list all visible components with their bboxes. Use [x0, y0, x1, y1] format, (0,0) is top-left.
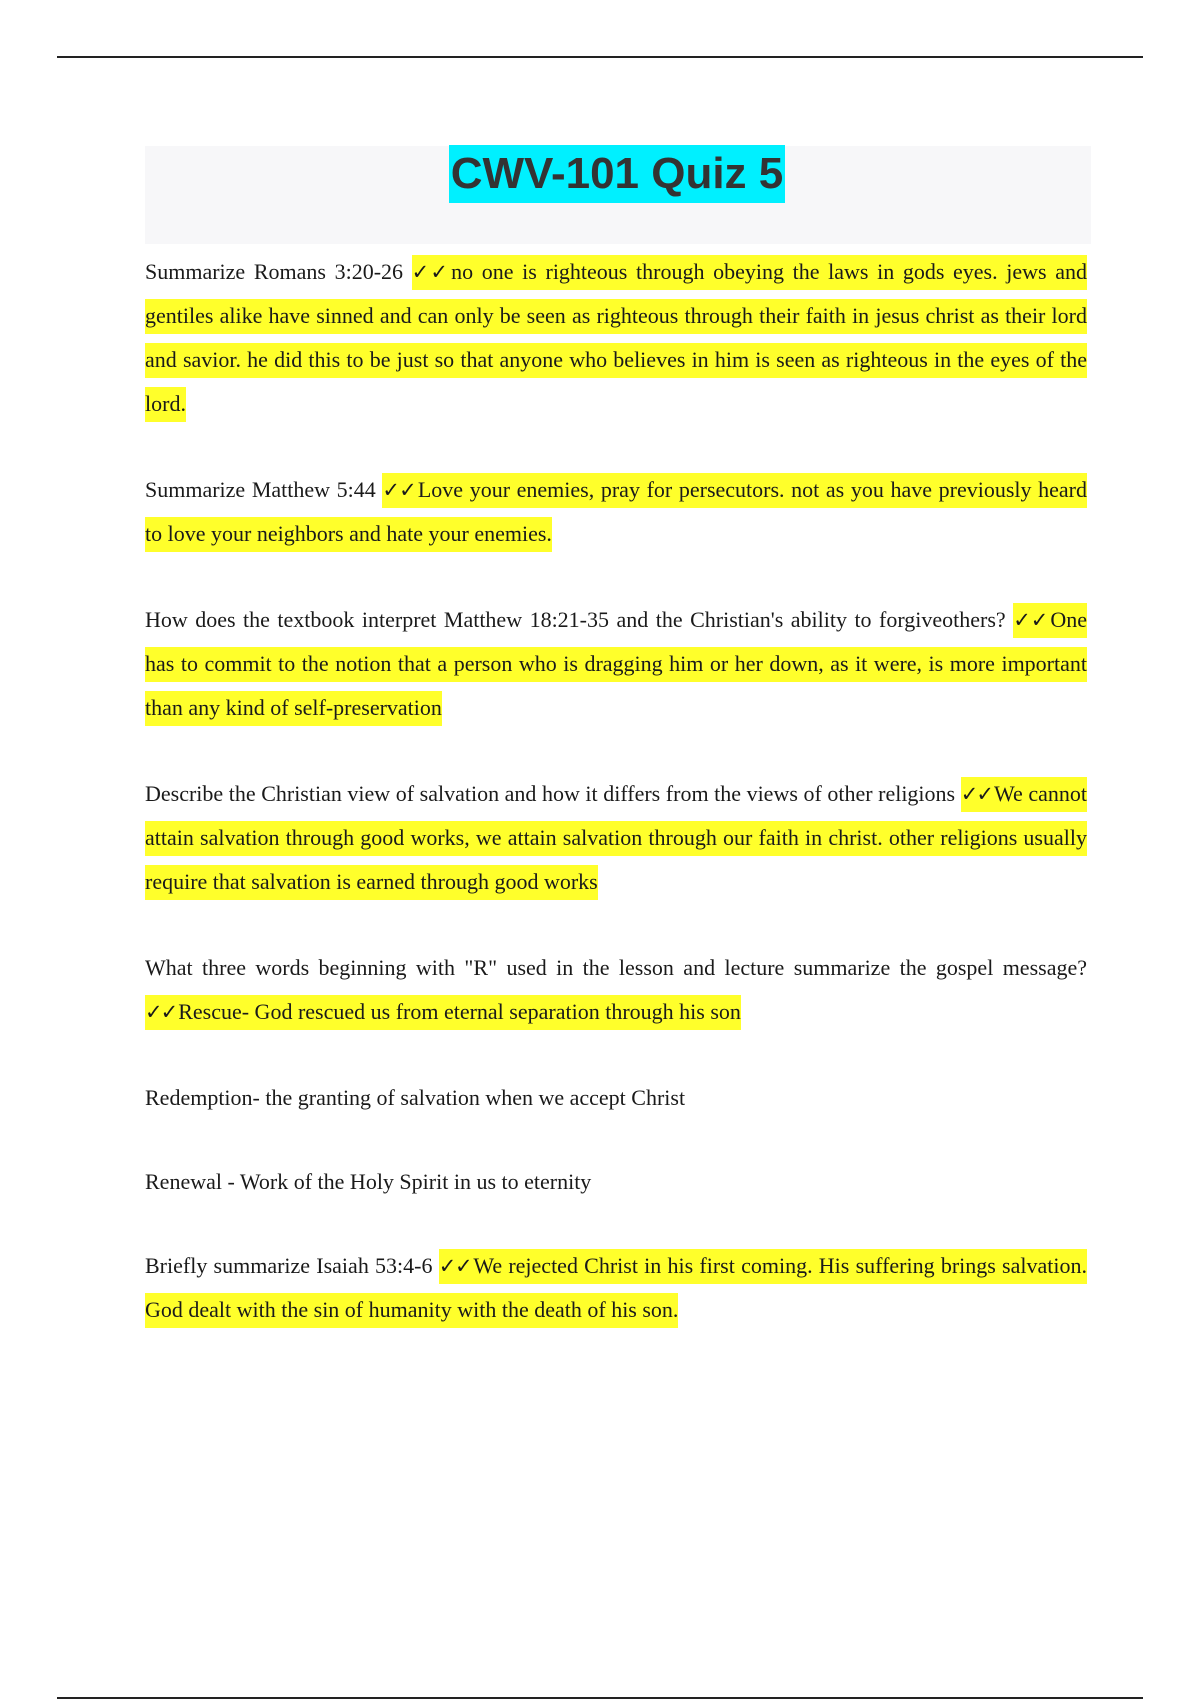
answer-text: Rescue- God rescued us from eternal separation through his son: [178, 999, 741, 1024]
double-check-icon: ✓✓: [1013, 608, 1049, 632]
title-container: [0, 145, 1200, 203]
answer-text: One has to commit to the notion that a person who is dragging him or her down, as it were, is more important than any kind of self-preservation: [145, 607, 1087, 720]
qa-item-5: [145, 946, 1087, 1034]
question-text: Summarize Matthew 5:44: [145, 477, 383, 502]
double-check-icon: ✓✓: [438, 1254, 472, 1278]
answer-continuation-renewal: Renewal - Work of the Holy Spirit in us to eternity: [145, 1169, 592, 1194]
qa-item-4: [145, 772, 1087, 904]
qa-item-3: [145, 598, 1087, 730]
qa-item-6: [145, 1244, 1087, 1332]
double-check-icon: ✓✓: [382, 478, 416, 502]
answer-continuation-redemption: Redemption- the granting of salvation when we accept Christ: [145, 1085, 686, 1110]
question-text: Describe the Christian view of salvation and how it differs from the views of other religions: [145, 781, 961, 806]
answer-highlight: [145, 995, 741, 1030]
answer-text: We cannot attain salvation through good works, we attain salvation through our faith in christ. other religions usually require that salvation is earned through good works: [145, 781, 1087, 894]
double-check-icon: ✓✓: [960, 782, 993, 806]
answer-text: no one is righteous through obeying the laws in gods eyes. jews and gentiles alike have sinned and can only be seen as righteous through their faith in jesus christ as their lord and savior. he did this to be just so that anyone who believes in him is seen as righteous in the eyes of the lord.: [145, 259, 1087, 416]
quiz-content: [145, 250, 1087, 1374]
document-title: CWV-101 Quiz 5: [449, 145, 786, 203]
question-text: Summarize Romans 3:20-26: [145, 259, 412, 284]
qa-item-2: [145, 468, 1087, 556]
double-check-icon: ✓✓: [411, 260, 450, 284]
answer-text: We rejected Christ in his first coming. His suffering brings salvation. God dealt with the sin of humanity with the death of his son.: [145, 1253, 1087, 1322]
top-rule: [57, 56, 1143, 58]
question-text: How does the textbook interpret Matthew 18:21-35 and the Christian's ability to forgiveothers?: [145, 607, 1014, 632]
question-text: What three words beginning with "R" used in the lesson and lecture summarize the gospel message?: [145, 955, 1087, 980]
qa-item-1: [145, 250, 1087, 426]
answer-text: Love your enemies, pray for persecutors. not as you have previously heard to love your neighbors and hate your enemies.: [145, 477, 1088, 546]
double-check-icon: ✓✓: [145, 1000, 177, 1024]
bottom-rule: [57, 1697, 1143, 1699]
question-text: Briefly summarize Isaiah 53:4-6: [145, 1253, 439, 1278]
